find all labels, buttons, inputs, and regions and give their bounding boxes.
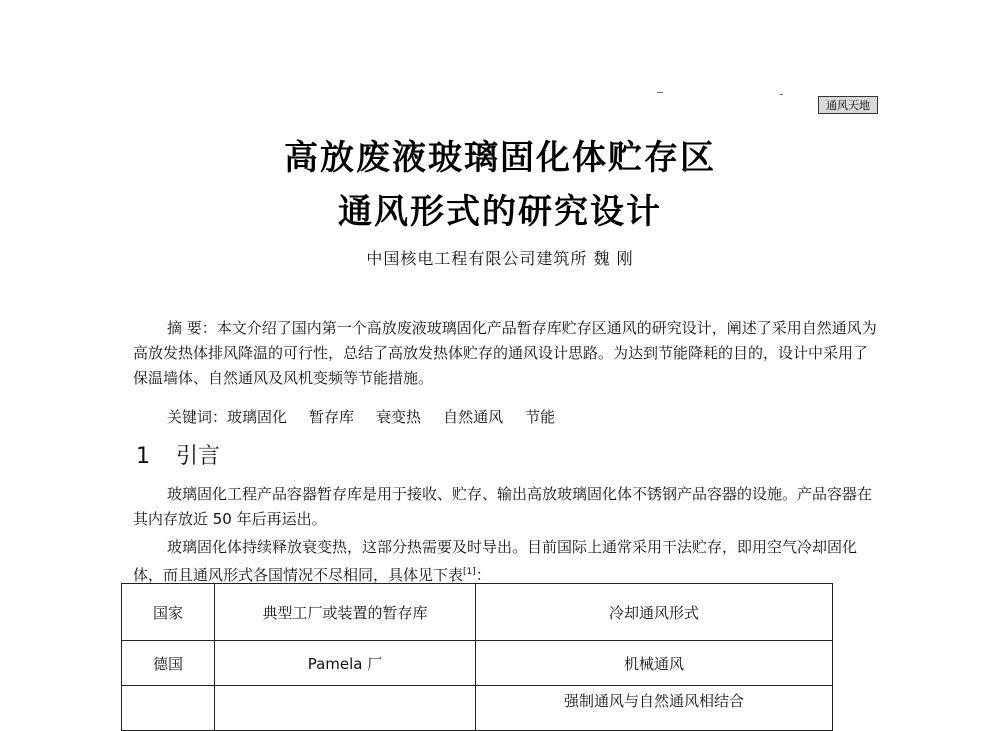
abstract-text: 本文介绍了国内第一个高放废液玻璃固化产品暂存库贮存区通风的研究设计，阐述了采用自然通风为高放发热体排风降温的可行性，总结了高放发热体贮存的通风设计思路。为达到节能降耗的目的，设计中采用了保温墙体、自然通风及风机变频等节能措施。 (133, 319, 877, 387)
ventilation-table (121, 583, 833, 731)
abstract (133, 316, 878, 391)
paragraph-text: 玻璃固化体持续释放衰变热，这部分热需要及时导出。目前国际上通常采用干法贮存，即用空气冷却固化体，而且通风形式各国情况不尽相同，具体见下表 (133, 538, 858, 584)
keywords (167, 406, 577, 427)
table-header-country: 国家 (122, 584, 215, 641)
table-cell (122, 686, 215, 731)
section-heading (136, 439, 220, 470)
table-cell: 强制通风与自然通风相结合 (476, 686, 833, 731)
paper-title-line2: 通风形式的研究设计 (338, 192, 662, 232)
table-cell: Pamela 厂 (215, 641, 476, 686)
keyword-item: 衰变热 (376, 408, 422, 426)
table-cell: 机械通风 (476, 641, 833, 686)
keyword-item: 自然通风 (443, 408, 504, 426)
keyword-item: 暂存库 (309, 408, 355, 426)
keywords-label: 关键词： (167, 408, 228, 426)
table-row (122, 641, 833, 686)
table-header-ventilation: 冷却通风形式 (476, 584, 833, 641)
author-affiliation: 中国核电工程有限公司建筑所 魏 刚 (366, 249, 634, 268)
section-number: 1 (136, 444, 150, 469)
keyword-item: 节能 (525, 408, 556, 426)
body-paragraph-2 (133, 535, 878, 588)
keyword-item: 玻璃固化 (227, 408, 288, 426)
header-stamp: 通风天地 (818, 96, 878, 114)
table-header-row (122, 584, 833, 641)
section-title: 引言 (176, 444, 221, 469)
table-cell: 德国 (122, 641, 215, 686)
citation-ref: [1] (463, 567, 476, 577)
table-row (122, 686, 833, 731)
body-paragraph-1: 玻璃固化工程产品容器暂存库是用于接收、贮存、输出高放玻璃固化体不锈钢产品容器的设施。产品容器在其内存放近 50 年后再运出。 (133, 485, 873, 528)
table-header-facility: 典型工厂或装置的暂存库 (215, 584, 476, 641)
paragraph-end: ： (475, 566, 491, 584)
table-cell (215, 686, 476, 731)
paper-title-line1: 高放废液玻璃固化体贮存区 (284, 138, 716, 178)
abstract-label: 摘 要： (167, 319, 217, 337)
scan-speck (657, 92, 663, 93)
scan-speck (780, 94, 783, 95)
